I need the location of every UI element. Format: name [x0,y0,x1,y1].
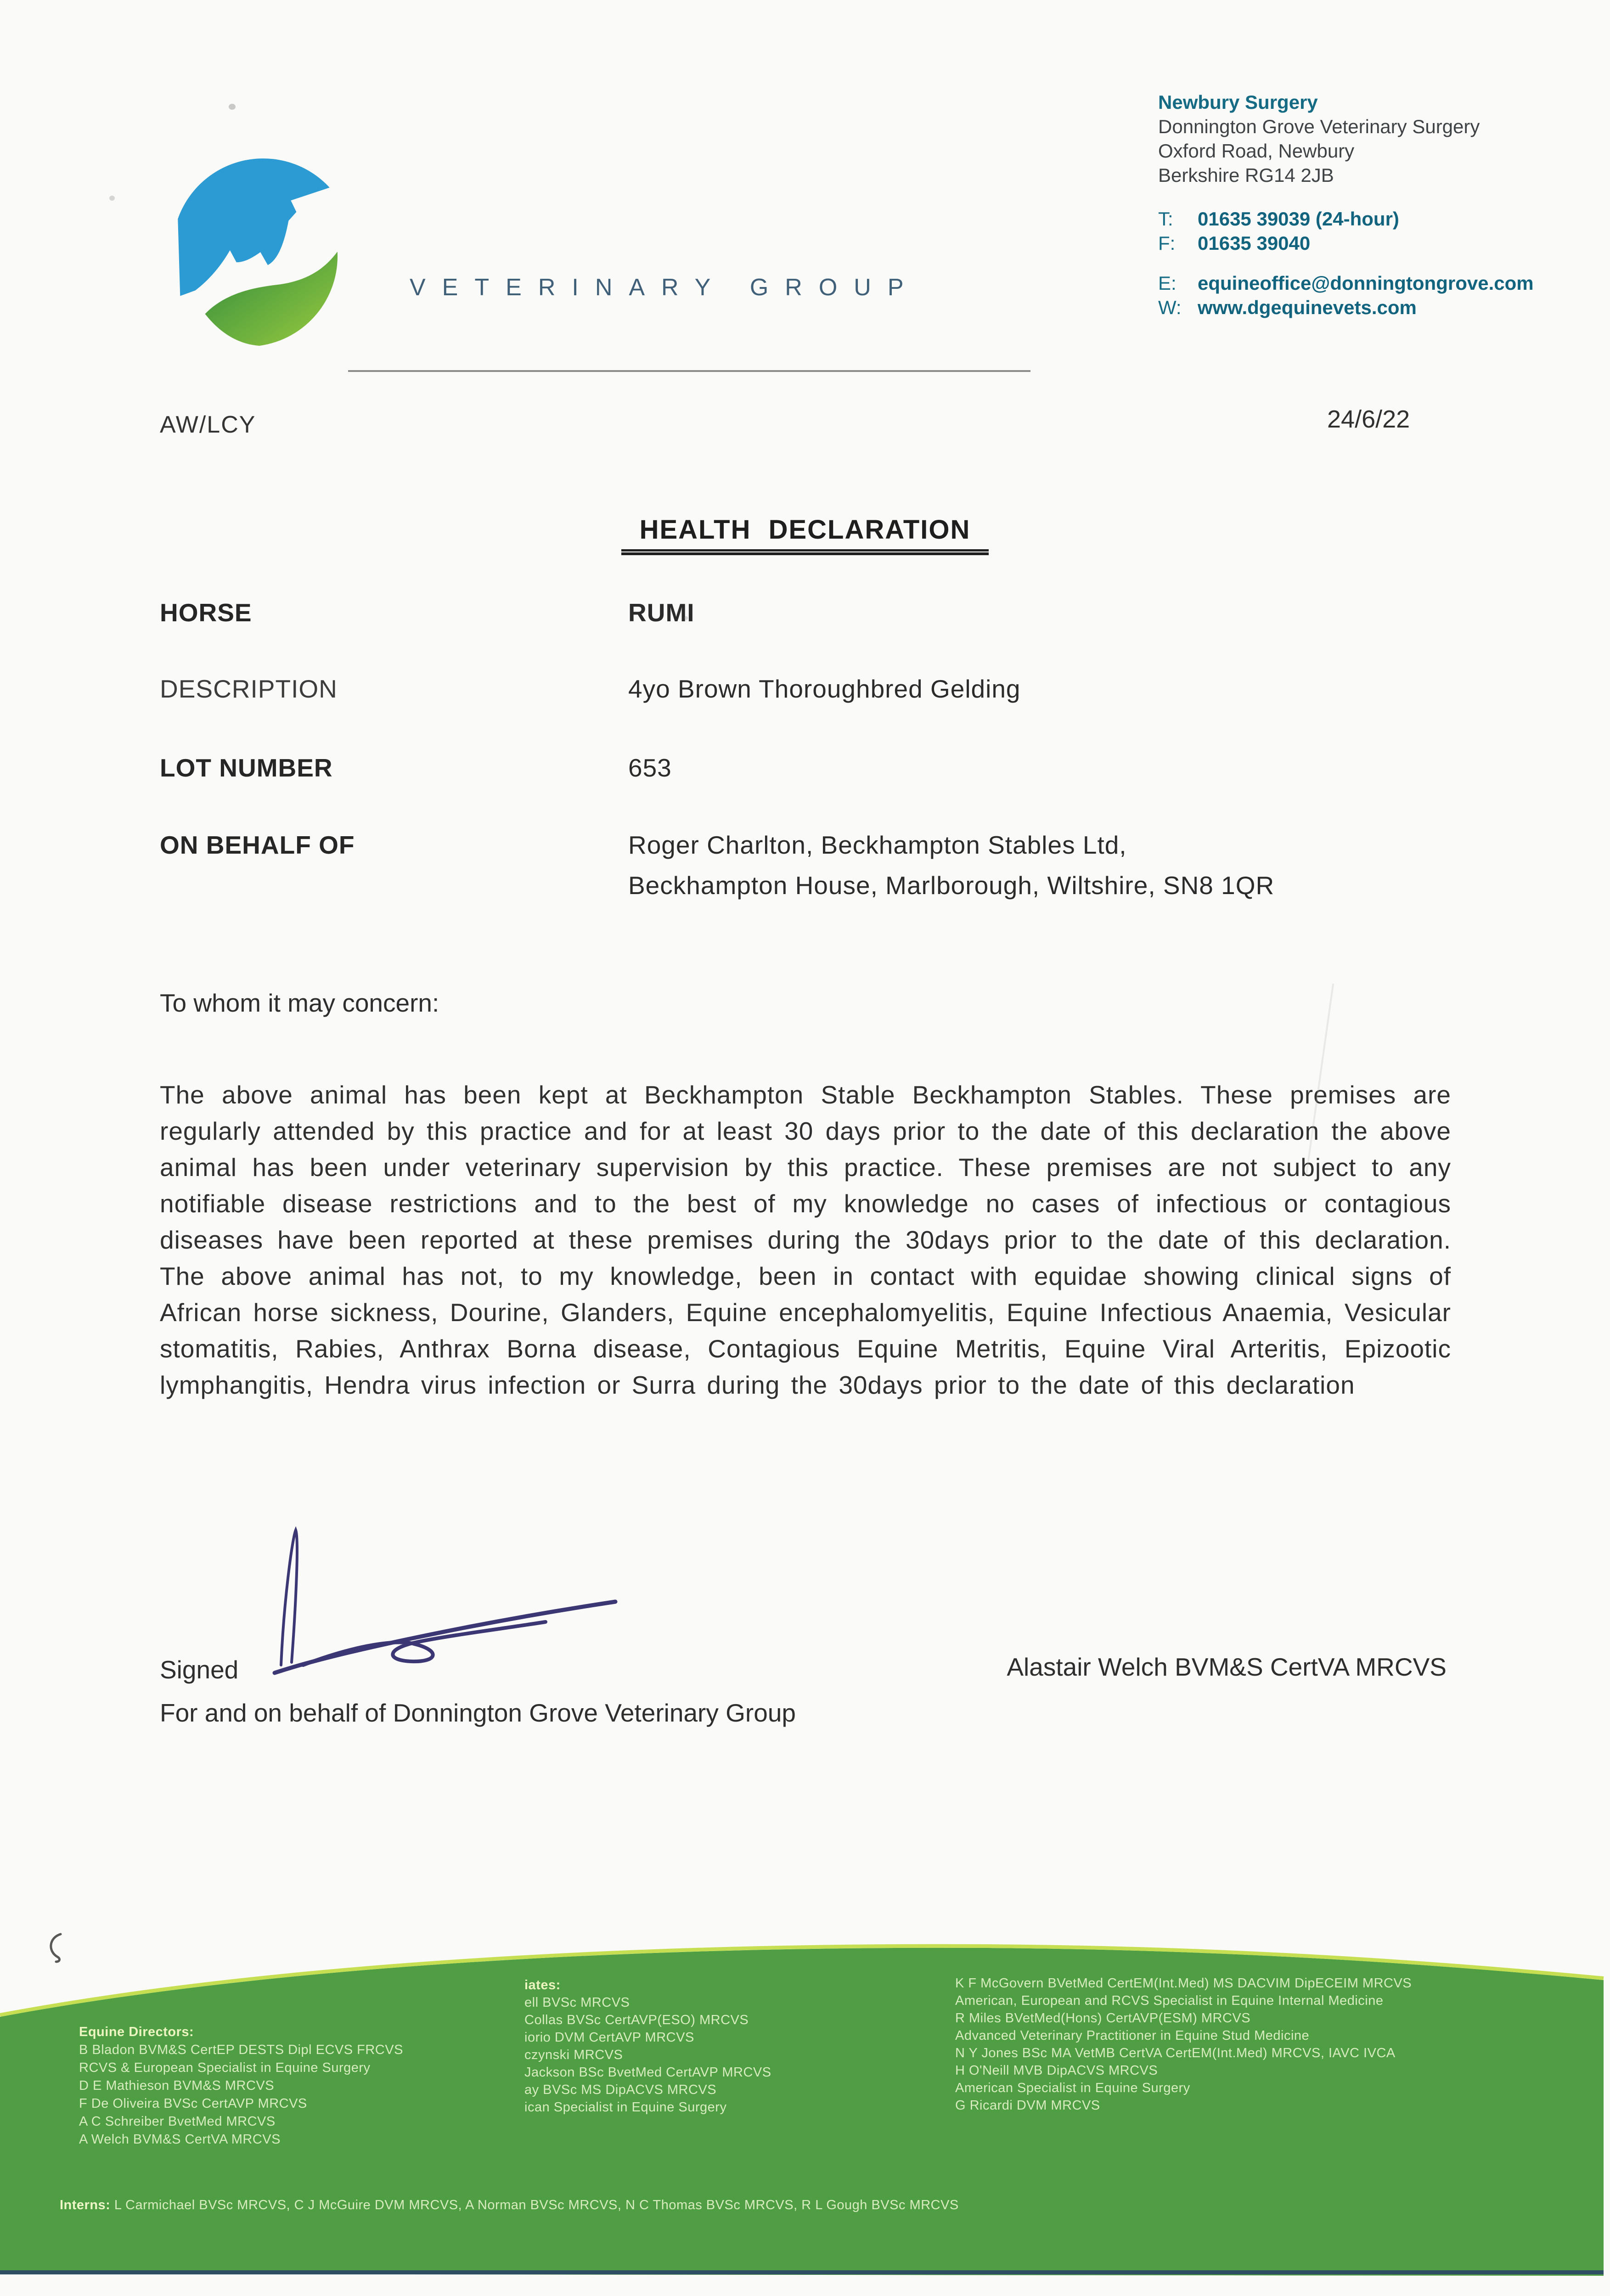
salutation: To whom it may concern: [160,989,439,1017]
email-address: equineoffice@donningtongrove.com [1198,272,1534,294]
fax-row [1158,231,1534,255]
signatory-name: Alastair Welch BVM&S CertVA MRCVS [1007,1653,1447,1681]
specialist-entry: G Ricardi DVM MRCVS [955,2098,1100,2113]
field-label-horse: HORSE [160,598,252,627]
email-label: E: [1158,272,1177,294]
footer-specialists-column [955,1975,1412,2114]
footer-associates-column [524,1976,771,2116]
logo-horse-blue-shape [178,158,329,296]
address-line: Donnington Grove Veterinary Surgery [1158,116,1480,137]
field-value-description: 4yo Brown Thoroughbred Gelding [628,675,1021,703]
logo-hill-green-shape [205,252,338,346]
specialist-entry: N Y Jones BSc MA VetMB CertVA CertEM(Int.Med) MRCVS, IAVC IVCA [955,2046,1396,2060]
specialist-entry: H O'Neill MVB DipACVS MRCVS [955,2063,1158,2078]
associate-entry: ell BVSc MRCVS [524,1995,630,2010]
scan-speck [684,616,688,620]
email-row [1158,271,1534,295]
associate-entry: iorio DVM CertAVP MRCVS [524,2030,694,2045]
web-address: www.dgequinevets.com [1198,297,1417,318]
contact-block [1158,90,1534,320]
associate-entry: Collas BVSc CertAVP(ESO) MRCVS [524,2013,749,2027]
associate-entry: Jackson BSc BvetMed CertAVP MRCVS [524,2065,771,2080]
field-value-lot-number: 653 [628,754,672,782]
associate-entry: czynski MRCVS [524,2048,623,2062]
specialist-entry: R Miles BVetMed(Hons) CertAVP(ESM) MRCVS [955,2011,1251,2026]
field-value-horse: RUMI [628,598,695,627]
specialist-entry: K F McGovern BVetMed CertEM(Int.Med) MS DACVIM DipECEIM MRCVS [955,1976,1412,1991]
interns-label: Interns: [60,2198,111,2212]
signature-ink [248,1524,634,1684]
scan-speck [109,196,115,201]
declaration-body: The above animal has been kept at Beckhampton Stable Beckhampton Stables. These premises are regularly attended by this practice and for at least 30 days prior to the date of this declaration the above animal has been under veterinary supervision by this practice. These premises are not subject to any notifiable disease restrictions and to the best of my knowledge no cases of infectious or contagious diseases have been reported at these premises during the 30days prior to the date of this declaration. The above animal has not, to my knowledge, been in contact with equidae showing clinical signs of African horse sickness, Dourine, Glanders, Equine encephalomyelitis, Equine Infectious Anaemia, Vesicular stomatitis, Rabies, Anthrax Borna disease, Contagious Equine Metritis, Equine Viral Arteritis, Epizootic lymphangitis, Hendra virus infection or Surra during the 30days prior to the date of this declaration [160,1080,1451,1399]
director-entry: D E Mathieson BVM&S MRCVS [79,2078,275,2093]
fax-label: F: [1158,232,1176,254]
director-entry: B Bladon BVM&S CertEP DESTS Dipl ECVS FRCVS [79,2043,403,2057]
footer-bottom-line [0,2270,1604,2274]
phone-label: T: [1158,208,1173,230]
header-divider-line [348,370,1030,372]
address-line: Berkshire RG14 2JB [1158,164,1334,186]
web-label: W: [1158,297,1182,318]
field-value-on-behalf-of-line2: Beckhampton House, Marlborough, Wiltshire, SN8 1QR [628,871,1275,900]
phone-row [1158,207,1534,231]
letter-date: 24/6/22 [1327,405,1410,433]
field-label-on-behalf-of: ON BEHALF OF [160,831,355,859]
surgery-name: Newbury Surgery [1158,91,1318,113]
specialist-entry: Advanced Veterinary Practitioner in Equine Stud Medicine [955,2028,1310,2043]
scan-scribble-mark [44,1931,67,1964]
field-value-on-behalf-of-line1: Roger Charlton, Beckhampton Stables Ltd, [628,831,1127,859]
interns-names: L Carmichael BVSc MRCVS, C J McGuire DVM MRCVS, A Norman BVSc MRCVS, N C Thomas BVSc MRCVS, R L Gough BVSc MRCVS [110,2198,959,2212]
footer-interns-line [60,2198,959,2213]
footer-directors-column [79,2023,403,2149]
director-entry: A C Schreiber BvetMed MRCVS [79,2114,276,2129]
reference-code: AW/LCY [160,411,256,438]
specialist-entry: American, European and RCVS Specialist in Equine Internal Medicine [955,1993,1384,2008]
veterinary-group-logo [152,141,359,349]
title-underline [621,549,989,555]
specialist-entry: American Specialist in Equine Surgery [955,2081,1190,2095]
associate-entry: ican Specialist in Equine Surgery [524,2100,727,2115]
directors-heading: Equine Directors: [79,2025,194,2039]
director-entry: RCVS & European Specialist in Equine Surgery [79,2060,371,2075]
on-behalf-line: For and on behalf of Donnington Grove Veterinary Group [160,1699,796,1727]
signed-label: Signed [160,1655,239,1684]
field-label-lot-number: LOT NUMBER [160,754,333,782]
document-title: HEALTH DECLARATION [639,515,971,545]
associate-entry: ay BVSc MS DipACVS MRCVS [524,2082,717,2097]
web-row [1158,295,1534,320]
phone-number: 01635 39039 (24-hour) [1198,208,1399,230]
fax-number: 01635 39040 [1198,232,1311,254]
scan-speck [229,104,236,110]
associates-heading: iates: [524,1978,561,1992]
director-entry: A Welch BVM&S CertVA MRCVS [79,2132,281,2147]
brand-wordmark: VETERINARY GROUP [410,274,920,301]
address-line: Oxford Road, Newbury [1158,140,1355,162]
director-entry: F De Oliveira BVSc CertAVP MRCVS [79,2096,307,2111]
field-label-description: DESCRIPTION [160,675,338,703]
